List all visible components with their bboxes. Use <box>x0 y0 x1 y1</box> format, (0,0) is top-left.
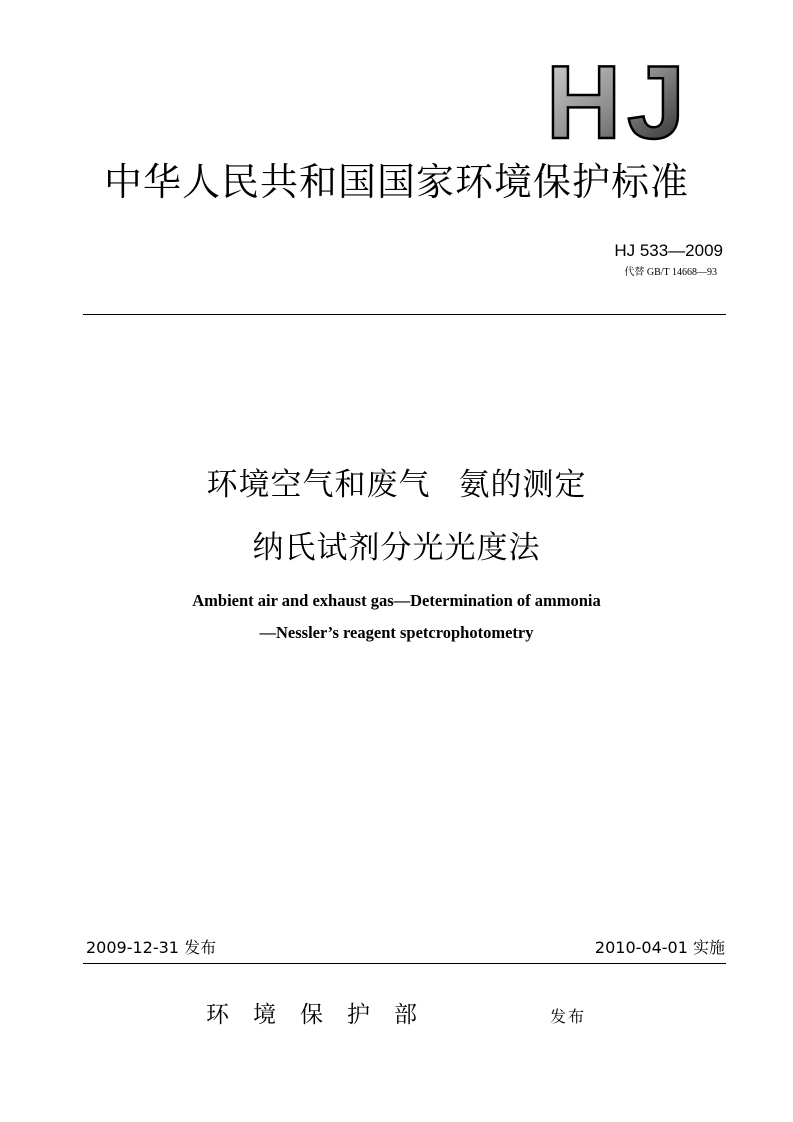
title-cn-line2: 纳氏试剂分光光度法 <box>252 530 541 566</box>
standard-category: 中华人民共和国国家环境保护标准 <box>103 160 689 204</box>
issue-date: 2009-12-31 发布 <box>86 938 217 957</box>
title-cn-line1 <box>0 465 793 505</box>
implementation-date: 2010-04-01 实施 <box>594 938 725 957</box>
title-en-line1: Ambient air and exhaust gas—Determination of ammonia <box>192 591 601 610</box>
issuer-suffix: 发布 <box>550 1007 587 1026</box>
title-cn-part2: 氨的测定 <box>458 467 587 503</box>
replaces-standard: 代替 GB/T 14668—93 <box>624 267 717 278</box>
issuer-name: 环境保护部 <box>206 1002 441 1028</box>
bottom-divider <box>83 963 726 964</box>
standard-number: HJ 533—2009 <box>614 241 723 260</box>
top-divider <box>83 314 726 315</box>
title-cn-part1: 环境空气和废气 <box>206 467 431 503</box>
hj-logo <box>543 58 705 142</box>
title-en-line2: —Nessler’s reagent spetcrophotometry <box>259 623 534 642</box>
hj-logo-text: HJ <box>546 58 691 142</box>
